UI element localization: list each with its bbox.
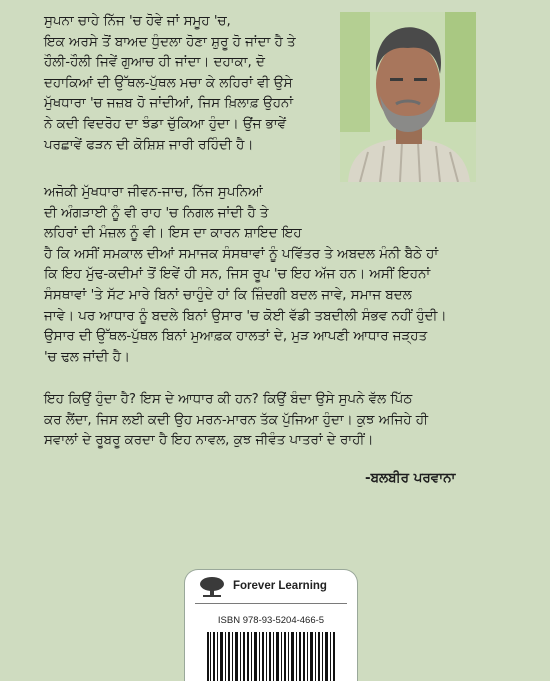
text-line: ਨੇ ਕਦੀ ਵਿਦਰੋਹ ਦਾ ਝੰਡਾ ਚੁੱਕਿਆ ਹੁੰਦਾ। ਉਂਜ ਭਾਵੇਂ [44, 116, 287, 132]
author-photo [340, 12, 476, 182]
isbn-barcode-box [184, 569, 358, 681]
text-line: ਇਹ ਕਿਉਂ ਹੁੰਦਾ ਹੈ? ਇਸ ਦੇ ਆਧਾਰ ਕੀ ਹਨ? ਕਿਉਂ ਬੰਦਾ ਉਸੇ ਸੁਪਨੇ ਵੱਲ ਪਿੱਠ [44, 392, 413, 407]
text-line: ਸੰਸਥਾਵਾਂ 'ਤੇ ਸੱਟ ਮਾਰੇ ਬਿਨਾਂ ਚਾਹੁੰਦੇ ਹਾਂ ਕਿ ਜ਼ਿੰਦਗੀ ਬਦਲ ਜਾਵੇ, ਸਮਾਜ ਬਦਲ [44, 287, 412, 303]
text-line: ਲਹਿਰਾਂ ਦੀ ਮੰਜ਼ਲ ਨੂੰ ਵੀ। ਇਸ ਦਾ ਕਾਰਨ ਸ਼ਾਇਦ ਇਹ [44, 226, 302, 242]
text-line: ਇਕ ਅਰਸੇ ਤੋਂ ਬਾਅਦ ਧੁੰਦਲਾ ਹੋਣਾ ਸ਼ੁਰੂ ਹੋ ਜਾਂਦਾ ਹੈ ਤੇ [44, 34, 296, 50]
text-line: ਅਜੋਕੀ ਮੁੱਖਧਾਰਾ ਜੀਵਨ-ਜਾਚ, ਨਿੱਜ ਸੁਪਨਿਆਂ [44, 185, 263, 200]
text-line: ਸੁਪਨਾ ਚਾਹੇ ਨਿੱਜ 'ਚ ਹੋਵੇ ਜਾਂ ਸਮੂਹ 'ਚ, [44, 14, 231, 29]
intro-paragraph [44, 12, 334, 156]
text-line: ਜਾਵੇ। ਪਰ ਆਧਾਰ ਨੂੰ ਬਦਲੇ ਬਿਨਾਂ ਉਸਾਰ 'ਚ ਕੋਈ ਵੱਡੀ ਤਬਦੀਲੀ ਸੰਭਵ ਨਹੀਂ ਹੁੰਦੀ। [44, 308, 447, 324]
tree-icon [199, 576, 225, 598]
text-line: ਕਰ ਲੈਂਦਾ, ਜਿਸ ਲਈ ਕਦੀ ਉਹ ਮਰਨ-ਮਾਰਨ ਤੱਕ ਪੁੱਜਿਆ ਹੁੰਦਾ। ਕੁਝ ਅਜਿਹੇ ਹੀ [44, 412, 429, 428]
body-paragraph [44, 183, 506, 368]
closing-paragraph [44, 390, 506, 452]
text-line: 'ਚ ਢਲ ਜਾਂਦੀ ਹੈ। [44, 349, 130, 365]
text-line: ਕਿ ਇਹ ਮੁੱਢ-ਕਦੀਮਾਂ ਤੋਂ ਇਵੇਂ ਹੀ ਸਨ, ਜਿਸ ਰੂਪ 'ਚ ਇਹ ਅੱਜ ਹਨ। ਅਸੀਂ ਇਹਨਾਂ [44, 267, 431, 283]
text-line: ਹੌਲੀ-ਹੌਲੀ ਜਿਵੇਂ ਗੁਆਚ ਹੀ ਜਾਂਦਾ। ਦਹਾਕਾ, ਦੋ [44, 55, 265, 71]
text-line: ਸਵਾਲਾਂ ਦੇ ਰੂਬਰੂ ਕਰਦਾ ਹੈ ਇਹ ਨਾਵਲ, ਕੁਝ ਜੀਵੰਤ ਪਾਤਰਾਂ ਦੇ ਰਾਹੀਂ। [44, 433, 374, 449]
barcode-bars [207, 632, 335, 681]
text-line: ਹੈ ਕਿ ਅਸੀਂ ਸਮਕਾਲ ਦੀਆਂ ਸਮਾਜਕ ਸੰਸਥਾਵਾਂ ਨੂੰ ਪਵਿੱਤਰ ਤੇ ਅਬਦਲ ਮੰਨੀ ਬੈਠੇ ਹਾਂ [44, 246, 439, 262]
publisher-block [195, 576, 347, 598]
text-line: ਦਹਾਕਿਆਂ ਦੀ ਉੱਥਲ-ਪੁੱਥਲ ਮਚਾ ਕੇ ਲਹਿਰਾਂ ਵੀ ਉਸੇ [44, 75, 293, 91]
text-line: ਮੁੱਖਧਾਰਾ 'ਚ ਜਜ਼ਬ ਹੋ ਜਾਂਦੀਆਂ, ਜਿਸ ਖ਼ਿਲਾਫ਼ ਉਹਨਾਂ [44, 96, 294, 112]
author-signature: -ਬਲਬੀਰ ਪਰਵਾਨਾ [365, 470, 456, 486]
text-line: ਪਰਛਾਵੇਂ ਫੜਨ ਦੀ ਕੋਸ਼ਿਸ਼ ਜਾਰੀ ਰਹਿੰਦੀ ਹੈ। [44, 137, 254, 153]
divider [195, 603, 347, 604]
isbn-number: ISBN 978-93-5204-466-5 [217, 615, 325, 626]
text-line: ਦੀ ਅੰਗੜਾਈ ਨੂੰ ਵੀ ਰਾਹ 'ਚ ਨਿਗਲ ਜਾਂਦੀ ਹੈ ਤੇ [44, 205, 269, 221]
text-line: ਉਸਾਰ ਦੀ ਉੱਥਲ-ਪੁੱਥਲ ਬਿਨਾਂ ਮੁਆਫ਼ਕ ਹਾਲਤਾਂ ਦੇ, ਮੁੜ ਆਪਣੀ ਆਧਾਰ ਜੜ੍ਹਤ [44, 329, 428, 345]
publisher-name: Forever Learning [233, 580, 327, 592]
